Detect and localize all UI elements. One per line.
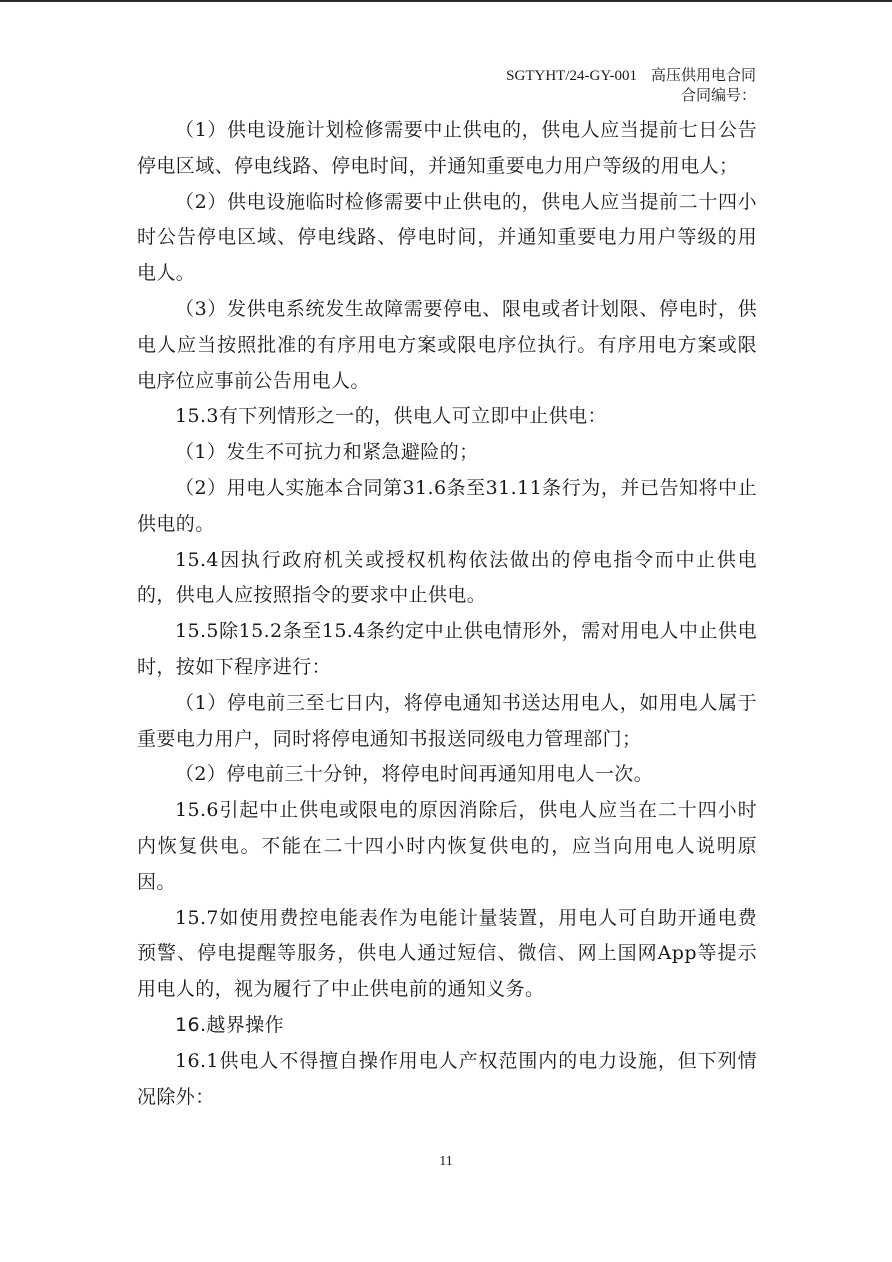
paragraph: （2）供电设施临时检修需要中止供电的，供电人应当提前二十四小时公告停电区域、停电线路、停电时间，并通知重要电力用户等级的用电人。 (137, 190, 757, 285)
paragraph: （2）用电人实施本合同第31.6条至31.11条行为，并已告知将中止供电的。 (137, 476, 757, 535)
page-header (506, 66, 756, 106)
paragraph: 15.7如使用费控电能表作为电能计量装置，用电人可自助开通电费预警、停电提醒等服务，供电人通过短信、微信、网上国网App等提示用电人的，视为履行了中止供电前的通知义务。 (137, 906, 757, 1001)
paragraph: （1）停电前三至七日内，将停电通知书送达用电人，如用电人属于重要电力用户，同时将停电通知书报送同级电力管理部门； (137, 691, 757, 750)
doc-code: SGTYHT/24-GY-001 (506, 68, 637, 84)
page-number: 11 (439, 1154, 453, 1169)
paragraph: 15.5除15.2条至15.4条约定中止供电情形外，需对用电人中止供电时，按如下程序进行： (137, 620, 757, 678)
doc-title: 高压供用电合同 (650, 68, 756, 84)
paragraph: （1）供电设施计划检修需要中止供电的，供电人应当提前七日公告停电区域、停电线路、停电时间，并通知重要电力用户等级的用电人； (137, 119, 757, 177)
paragraph: （2）停电前三十分钟，将停电时间再通知用电人一次。 (175, 763, 654, 786)
paragraph: 15.3有下列情形之一的，供电人可立即中止供电： (175, 405, 607, 428)
contract-no-label: 合同编号： (680, 88, 756, 104)
header-line-1 (506, 66, 756, 86)
paragraph: （1）发生不可抗力和紧急避险的； (175, 441, 479, 464)
top-border-line (0, 0, 892, 2)
paragraph: 15.4因执行政府机关或授权机构依法做出的停电指令而中止供电的，供电人应按照指令的要求中止供电。 (137, 548, 757, 607)
paragraph: 15.6引起中止供电或限电的原因消除后，供电人应当在二十四小时内恢复供电。不能在二十四小时内恢复供电的，应当向用电人说明原因。 (137, 799, 757, 893)
document-body (137, 113, 757, 1115)
paragraph: （3）发供电系统发生故障需要停电、限电或者计划限、停电时，供电人应当按照批准的有序用电方案或限电序位执行。有序用电方案或限电序位应事前公告用电人。 (137, 297, 757, 392)
paragraph: 16.1供电人不得擅自操作用电人产权范围内的电力设施，但下列情况除外： (137, 1049, 757, 1108)
section-heading: 16.越界操作 (175, 1013, 285, 1036)
